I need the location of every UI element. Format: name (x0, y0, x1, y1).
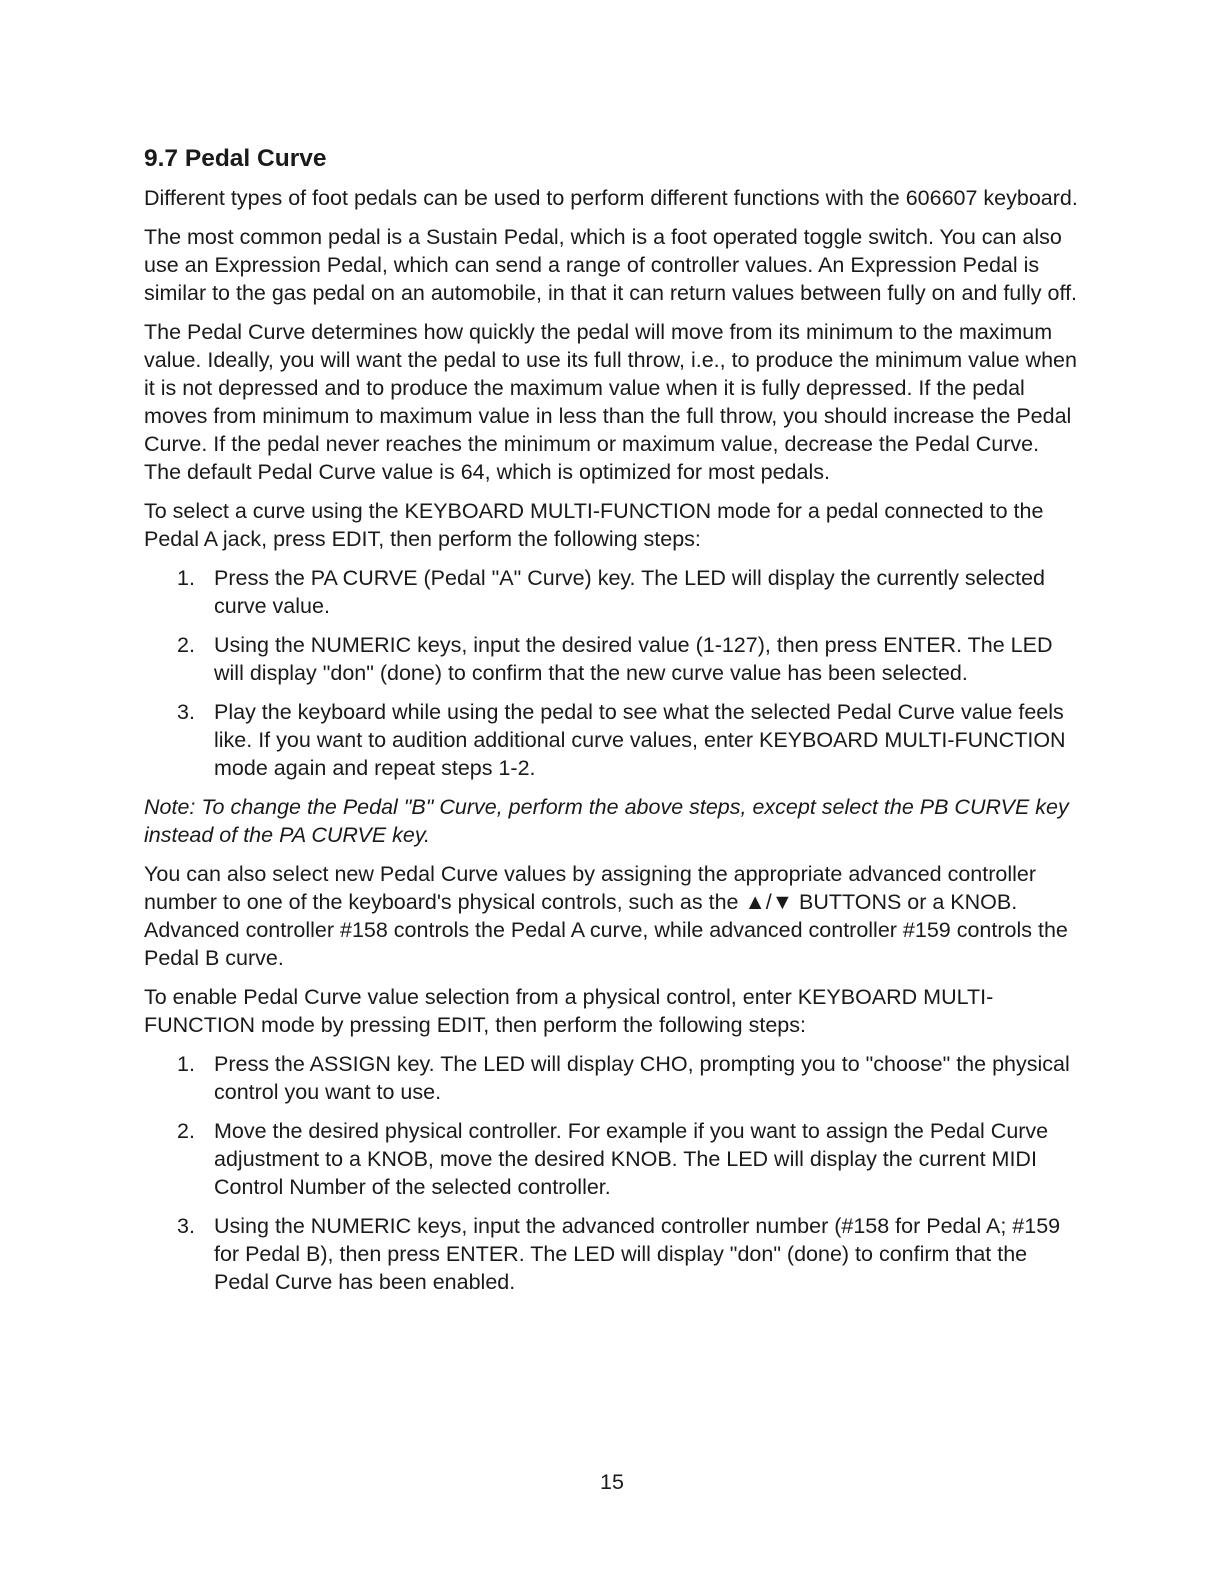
list-item (144, 698, 1080, 782)
list-item-number: 3. (177, 1214, 195, 1238)
list-item (144, 1050, 1080, 1106)
list-item-text: Play the keyboard while using the pedal to see what the selected Pedal Curve value feels like. If you want to audition additional curve values, enter KEYBOARD MULTI-FUNCTION mode again and repeat steps 1-2. (214, 700, 1066, 780)
list-item-text: Press the PA CURVE (Pedal "A" Curve) key. The LED will display the currently selected curve value. (214, 566, 1046, 618)
paragraph-curve: The Pedal Curve determines how quickly the pedal will move from its minimum to the maximum value. Ideally, you will want the pedal to use its full throw, i.e., to produce the minimum value when it is not depressed and to produce the maximum value when it is fully depressed. If the pedal moves from minimum to maximum value in less than the full throw, you should increase the Pedal Curve. If the pedal never reaches the minimum or maximum value, decrease the Pedal Curve. The default Pedal Curve value is 64, which is optimized for most pedals. (144, 320, 1077, 484)
list-item (144, 631, 1080, 687)
steps-select-list (144, 564, 1080, 782)
list-item (144, 564, 1080, 620)
steps-enable-list (144, 1050, 1080, 1296)
paragraph-advanced: You can also select new Pedal Curve values by assigning the appropriate advanced controller number to one of the keyboard's physical controls, such as the ▲/▼ BUTTONS or a KNOB. Advanced controller #158 controls the Pedal A curve, while advanced controller #159 controls the Pedal B curve. (144, 862, 1068, 970)
list-item-number: 2. (177, 1119, 195, 1143)
note-paragraph: Note: To change the Pedal "B" Curve, perform the above steps, except select the PB CURVE key instead of the PA CURVE key. (144, 795, 1069, 847)
list-item-number: 3. (177, 700, 195, 724)
page-number: 15 (600, 1470, 624, 1494)
list-item-text: Move the desired physical controller. For example if you want to assign the Pedal Curve adjustment to a KNOB, move the desired KNOB. The LED will display the current MIDI Control Number of the selected controller. (214, 1119, 1049, 1199)
list-item-number: 1. (177, 1052, 195, 1076)
list-item (144, 1117, 1080, 1201)
paragraph-enable-intro: To enable Pedal Curve value selection from a physical control, enter KEYBOARD MULTI-FUNCTION mode by pressing EDIT, then perform the following steps: (144, 985, 994, 1037)
list-item-number: 1. (177, 566, 195, 590)
paragraph-select-intro: To select a curve using the KEYBOARD MULTI-FUNCTION mode for a pedal connected to the Pedal A jack, press EDIT, then perform the following steps: (144, 499, 1044, 551)
list-item-text: Using the NUMERIC keys, input the desired value (1-127), then press ENTER. The LED will display "don" (done) to confirm that the new curve value has been selected. (214, 633, 1053, 685)
paragraph-sustain: The most common pedal is a Sustain Pedal, which is a foot operated toggle switch. You can also use an Expression Pedal, which can send a range of controller values. An Expression Pedal is similar to the gas pedal on an automobile, in that it can return values between fully on and fully off. (144, 225, 1078, 305)
list-item-number: 2. (177, 633, 195, 657)
list-item-text: Using the NUMERIC keys, input the advanced controller number (#158 for Pedal A; #159 for Pedal B), then press ENTER. The LED will display "don" (done) to confirm that the Pedal Curve has been enabled. (214, 1214, 1061, 1294)
section-title: 9.7 Pedal Curve (144, 145, 327, 172)
list-item (144, 1212, 1080, 1296)
document-page (144, 142, 1080, 1307)
list-item-text: Press the ASSIGN key. The LED will display CHO, prompting you to "choose" the physical control you want to use. (214, 1052, 1070, 1104)
paragraph-intro: Different types of foot pedals can be used to perform different functions with the 606607 keyboard. (144, 186, 1078, 210)
